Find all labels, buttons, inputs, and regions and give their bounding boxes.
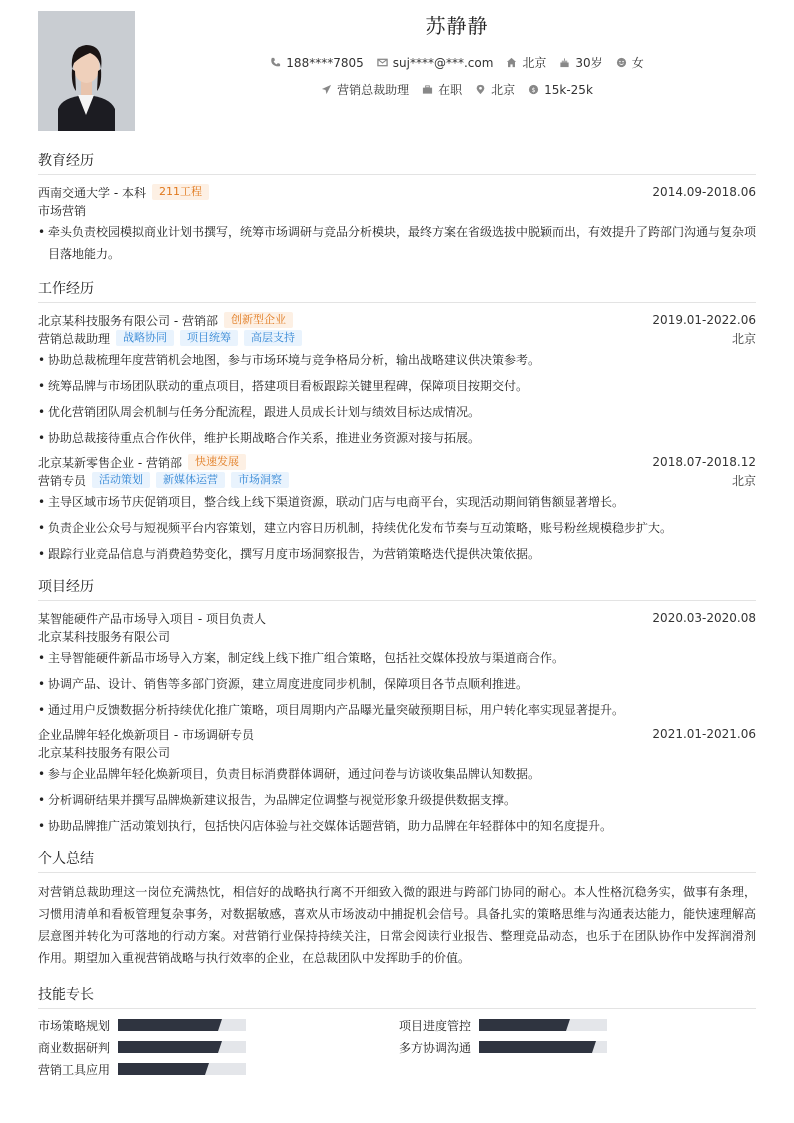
skill-name: 多方协调沟通 xyxy=(399,1040,472,1055)
project-company xyxy=(38,627,756,645)
work-bullets xyxy=(38,491,756,565)
project-header xyxy=(38,609,756,627)
skill-bar-fill xyxy=(118,1063,205,1075)
skill-bar xyxy=(479,1041,607,1053)
section-title-summary: 个人总结 xyxy=(38,848,756,873)
location-pin-icon xyxy=(475,84,486,95)
phone-icon xyxy=(270,57,281,68)
status-text: 在职 xyxy=(438,83,463,97)
role-tag: 新媒体运营 xyxy=(156,472,225,488)
hometown-item xyxy=(506,54,546,71)
work-section xyxy=(38,278,756,569)
target-city-item xyxy=(475,81,515,98)
skill-item xyxy=(399,1017,756,1033)
education-date: 2014.09-2018.06 xyxy=(652,185,756,199)
education-section xyxy=(38,150,756,269)
work-date: 2019.01-2022.06 xyxy=(652,313,756,327)
mail-icon xyxy=(377,57,388,68)
skill-item xyxy=(38,1017,399,1033)
school-tag: 211工程 xyxy=(152,184,209,200)
company-tag: 快速发展 xyxy=(188,454,246,470)
project-company xyxy=(38,743,756,761)
company-tag: 创新型企业 xyxy=(224,312,293,328)
gender-text: 女 xyxy=(631,56,644,70)
candidate-name: 苏静静 xyxy=(425,14,489,38)
skill-bar-fill xyxy=(479,1019,566,1031)
skills-section xyxy=(38,984,756,1077)
job-intent-row xyxy=(175,81,739,98)
list-item: • 协调产品、设计、销售等多部门资源，建立周度进度同步机制，保障项目各节点顺利推进。 xyxy=(38,673,756,695)
skill-name: 营销工具应用 xyxy=(38,1062,111,1077)
skill-bar xyxy=(479,1019,607,1031)
skill-bar xyxy=(118,1041,246,1053)
hometown-text: 北京 xyxy=(522,56,547,70)
project-name-role: 企业品牌年轻化焕新项目 - 市场调研专员 xyxy=(38,727,254,742)
home-icon xyxy=(506,57,517,68)
work-role-line xyxy=(38,329,756,347)
skill-bar-fill xyxy=(479,1041,592,1053)
phone-item xyxy=(270,56,363,70)
role-tag: 市场洞察 xyxy=(231,472,289,488)
list-item: • 负责企业公众号与短视频平台内容策划，建立内容日历机制，持续优化发布节奏与互动策略，账号粉丝规模稳步扩大。 xyxy=(38,517,756,539)
role-title: 营销专员 xyxy=(38,473,87,488)
work-location: 北京 xyxy=(731,473,756,488)
list-item: • 主导智能硬件新品市场导入方案，制定线上线下推广组合策略，包括社交媒体投放与渠道商合作。 xyxy=(38,647,756,669)
list-item: • 协助总裁梳理年度营销机会地图，参与市场环境与竞争格局分析，输出战略建议供决策参考。 xyxy=(38,349,756,371)
gender-icon xyxy=(616,57,627,68)
list-item: • 统筹品牌与市场团队联动的重点项目，搭建项目看板跟踪关键里程碑，保障项目按期交付。 xyxy=(38,375,756,397)
briefcase-icon xyxy=(422,84,433,95)
list-item: • 协助总裁接待重点合作伙伴，维护长期战略合作关系，推进业务资源对接与拓展。 xyxy=(38,427,756,449)
list-item: • 参与企业品牌年轻化焕新项目，负责目标消费群体调研，通过问卷与访谈收集品牌认知数据。 xyxy=(38,763,756,785)
skills-grid xyxy=(38,1017,756,1077)
age-item xyxy=(559,54,602,71)
list-item: • 牵头负责校园模拟商业计划书撰写，统筹市场调研与竞品分析模块，最终方案在省级选拔中脱颖而出，有效提升了跨部门沟通与复杂项目落地能力。 xyxy=(38,221,756,265)
work-location: 北京 xyxy=(731,331,756,346)
gender-item xyxy=(616,54,644,71)
send-icon xyxy=(321,84,332,95)
section-title-work: 工作经历 xyxy=(38,278,756,303)
role-title: 营销总裁助理 xyxy=(38,331,111,346)
skill-name: 市场策略规划 xyxy=(38,1018,111,1033)
skill-name: 项目进度管控 xyxy=(399,1018,472,1033)
contact-info-row xyxy=(175,54,739,71)
skill-item xyxy=(399,1039,756,1055)
project-bullets xyxy=(38,647,756,721)
target-position-text: 营销总裁助理 xyxy=(337,83,410,97)
project-header xyxy=(38,725,756,743)
skill-bar xyxy=(118,1063,246,1075)
school-degree: 西南交通大学 - 本科 xyxy=(38,185,146,200)
skill-item xyxy=(38,1061,399,1077)
role-tag: 项目统筹 xyxy=(180,330,238,346)
work-date: 2018.07-2018.12 xyxy=(652,455,756,469)
project-name-role: 某智能硬件产品市场导入项目 - 项目负责人 xyxy=(38,611,266,626)
role-tag: 活动策划 xyxy=(92,472,150,488)
salary-icon xyxy=(528,84,539,95)
list-item: • 跟踪行业竞品信息与消费趋势变化，撰写月度市场洞察报告，为营销策略迭代提供决策依据。 xyxy=(38,543,756,565)
company-name: 北京某科技服务有限公司 - 营销部 xyxy=(38,313,218,328)
role-tag: 高层支持 xyxy=(244,330,302,346)
age-text: 30岁 xyxy=(575,56,603,70)
work-role-line xyxy=(38,471,756,489)
company-name: 北京某新零售企业 - 营销部 xyxy=(38,455,182,470)
education-bullets xyxy=(38,221,756,265)
education-header xyxy=(38,183,756,201)
project-bullets xyxy=(38,763,756,837)
project-date: 2021.01-2021.06 xyxy=(652,727,756,741)
list-item: • 通过用户反馈数据分析持续优化推广策略，项目周期内产品曝光量突破预期目标，用户转化率实现显著提升。 xyxy=(38,699,756,721)
project-company-text: 北京某科技服务有限公司 xyxy=(38,745,171,760)
summary-section xyxy=(38,848,756,969)
work-header xyxy=(38,453,756,471)
role-tag: 战略协同 xyxy=(116,330,174,346)
work-header xyxy=(38,311,756,329)
salary-text: 15k-25k xyxy=(544,82,593,97)
work-bullets xyxy=(38,349,756,449)
skill-bar-fill xyxy=(118,1019,218,1031)
list-item: • 优化营销团队周会机制与任务分配流程，跟进人员成长计划与绩效目标达成情况。 xyxy=(38,401,756,423)
skill-bar xyxy=(118,1019,246,1031)
status-item xyxy=(422,81,462,98)
email-text: suj****@***.com xyxy=(392,55,494,70)
summary-text: 对营销总裁助理这一岗位充满热忱，相信好的战略执行离不开细致入微的跟进与跨部门协同的耐心。本人性格沉稳务实，做事有条理，习惯用清单和看板管理复杂事务，对数据敏感，喜欢从市场波动中捕捉机会信号。具备扎实的策略思维与沟通表达能力，能快速理解高层意图并转化为可落地的行动方案。对营销行业保持持续关注，日常会阅读行业报告、整理竞品动态，也乐于在团队协作中发挥润滑剂作用。期望加入重视营销战略与执行效率的企业，在总裁团队中发挥助手的价值。 xyxy=(38,885,756,965)
list-item: • 协助品牌推广活动策划执行，包括快闪店体验与社交媒体话题营销，助力品牌在年轻群体中的知名度提升。 xyxy=(38,815,756,837)
projects-section xyxy=(38,576,756,841)
phone-text: 188****7805 xyxy=(286,55,364,70)
skill-item xyxy=(38,1039,399,1055)
section-title-skills: 技能专长 xyxy=(38,984,756,1009)
target-position-item xyxy=(321,81,409,98)
list-item: • 分析调研结果并撰写品牌焕新建议报告，为品牌定位调整与视觉形象升级提供数据支撑。 xyxy=(38,789,756,811)
target-city-text: 北京 xyxy=(491,83,516,97)
email-item xyxy=(377,56,494,70)
major-text: 市场营销 xyxy=(38,203,87,218)
cake-icon xyxy=(559,57,570,68)
list-item: • 主导区域市场节庆促销项目，整合线上线下渠道资源，联动门店与电商平台，实现活动期间销售额显著增长。 xyxy=(38,491,756,513)
project-company-text: 北京某科技服务有限公司 xyxy=(38,629,171,644)
svg-text:$: $ xyxy=(531,85,536,94)
skill-name: 商业数据研判 xyxy=(38,1040,111,1055)
salary-item xyxy=(528,83,593,97)
section-title-projects: 项目经历 xyxy=(38,576,756,601)
section-title-education: 教育经历 xyxy=(38,150,756,175)
project-date: 2020.03-2020.08 xyxy=(652,611,756,625)
skill-bar-fill xyxy=(118,1041,218,1053)
education-major xyxy=(38,201,756,219)
